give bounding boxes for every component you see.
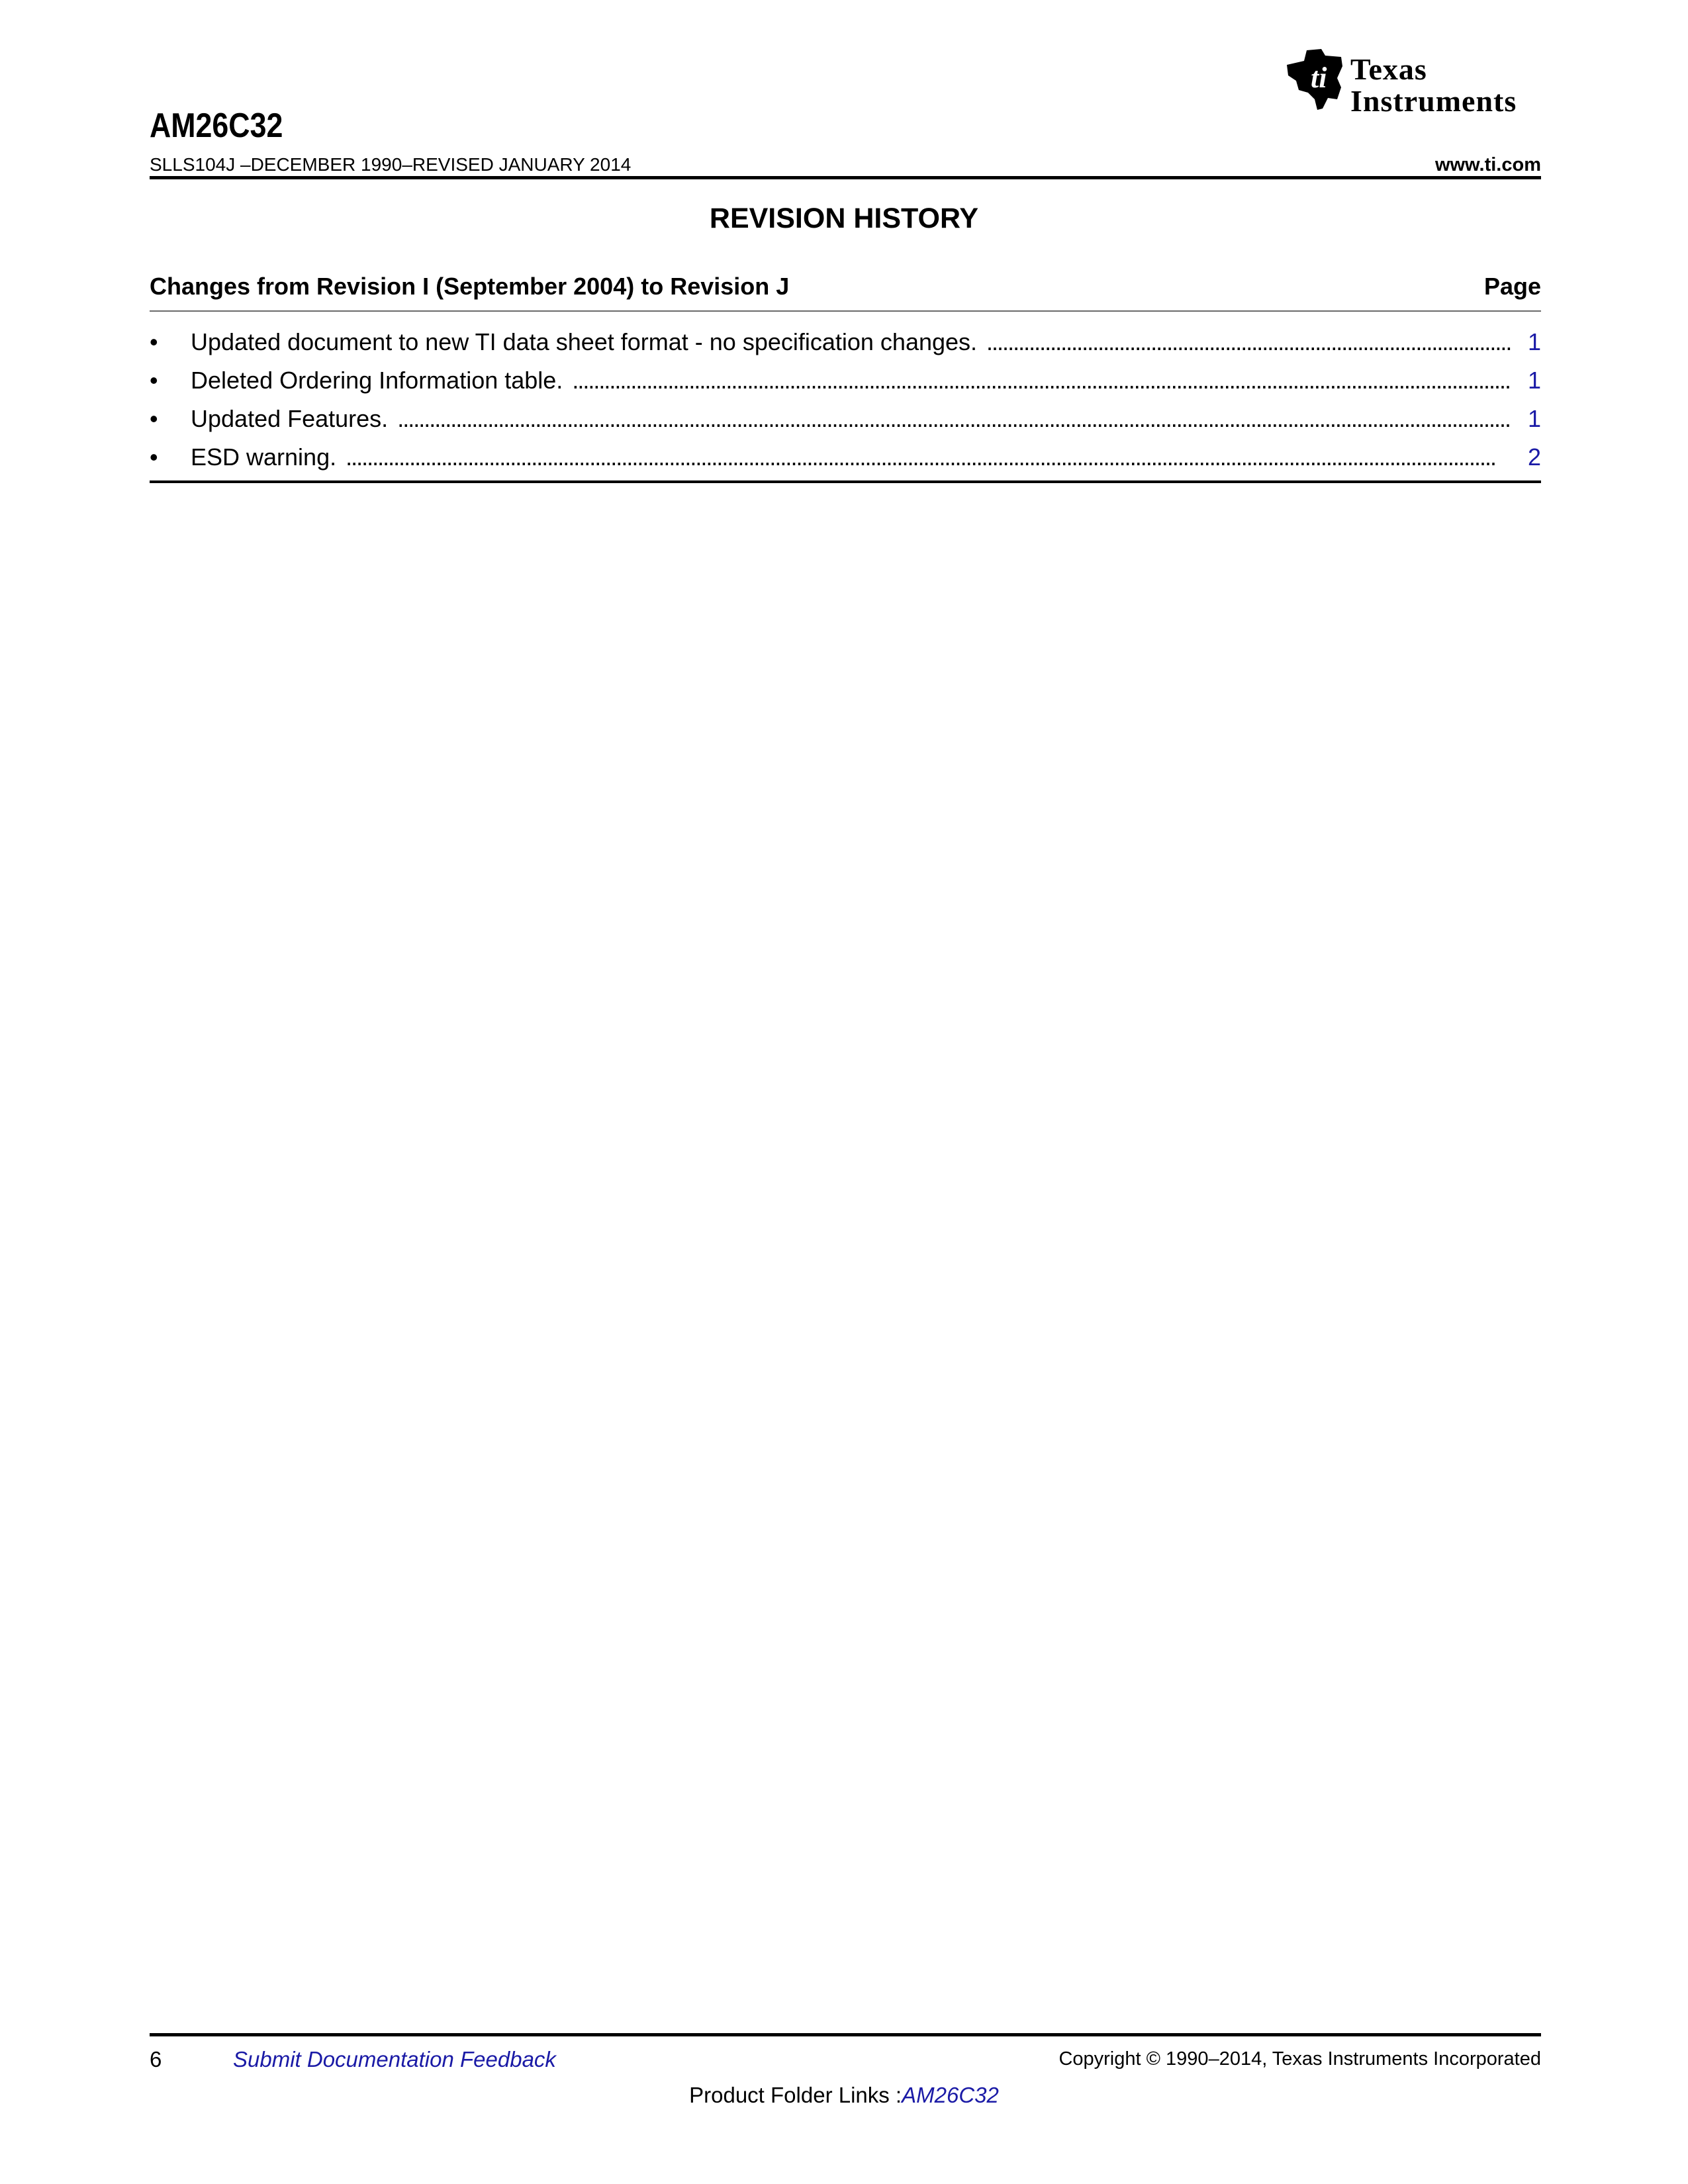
- list-bottom-rule: [150, 480, 1541, 483]
- change-text: ESD warning.: [191, 443, 337, 471]
- product-folder-links: [0, 2083, 1688, 2108]
- submit-feedback-link[interactable]: Submit Documentation Feedback: [233, 2047, 556, 2071]
- document-id: SLLS104J –DECEMBER 1990–REVISED JANUARY 2014: [150, 154, 632, 175]
- changes-heading: Changes from Revision I (September 2004) to Revision J: [150, 273, 790, 300]
- brand-line-1: Texas: [1350, 52, 1427, 86]
- page-link[interactable]: 1: [1527, 367, 1541, 394]
- brand-wordmark: [1350, 54, 1549, 116]
- page-link[interactable]: 1: [1527, 405, 1541, 432]
- list-item: [150, 326, 1541, 364]
- revision-list: [150, 326, 1541, 479]
- part-number: AM26C32: [150, 107, 283, 145]
- bullet: •: [150, 367, 158, 394]
- brand-line-2: Instruments: [1350, 84, 1517, 118]
- copyright-notice: Copyright © 1990–2014, Texas Instruments Incorporated: [1058, 2048, 1541, 2070]
- svg-text:ti: ti: [1311, 62, 1327, 94]
- dot-leader: [346, 441, 1511, 474]
- product-folder-label: Product Folder Links :: [689, 2083, 902, 2107]
- dot-leader: [986, 326, 1511, 359]
- change-text: Updated Features.: [191, 405, 389, 432]
- page-link[interactable]: 1: [1527, 328, 1541, 355]
- footer-rule: [150, 2033, 1541, 2036]
- page-column-heading: Page: [1483, 273, 1541, 300]
- page-title: REVISION HISTORY: [709, 203, 979, 234]
- website-link[interactable]: www.ti.com: [1434, 154, 1541, 175]
- footer-page-number: 6: [150, 2047, 162, 2071]
- dot-leader: [397, 402, 1511, 435]
- header-rule: [150, 176, 1541, 179]
- product-folder-link[interactable]: AM26C32: [902, 2083, 999, 2107]
- change-text: Updated document to new TI data sheet format - no specification changes.: [191, 328, 978, 355]
- bullet: •: [150, 328, 158, 355]
- heading-rule: [150, 310, 1541, 312]
- list-item: [150, 441, 1541, 479]
- list-item: [150, 364, 1541, 402]
- dot-leader: [572, 364, 1511, 397]
- bullet: •: [150, 443, 158, 471]
- bullet: •: [150, 405, 158, 432]
- change-text: Deleted Ordering Information table.: [191, 367, 563, 394]
- page-link[interactable]: 2: [1527, 443, 1541, 471]
- list-item: [150, 402, 1541, 441]
